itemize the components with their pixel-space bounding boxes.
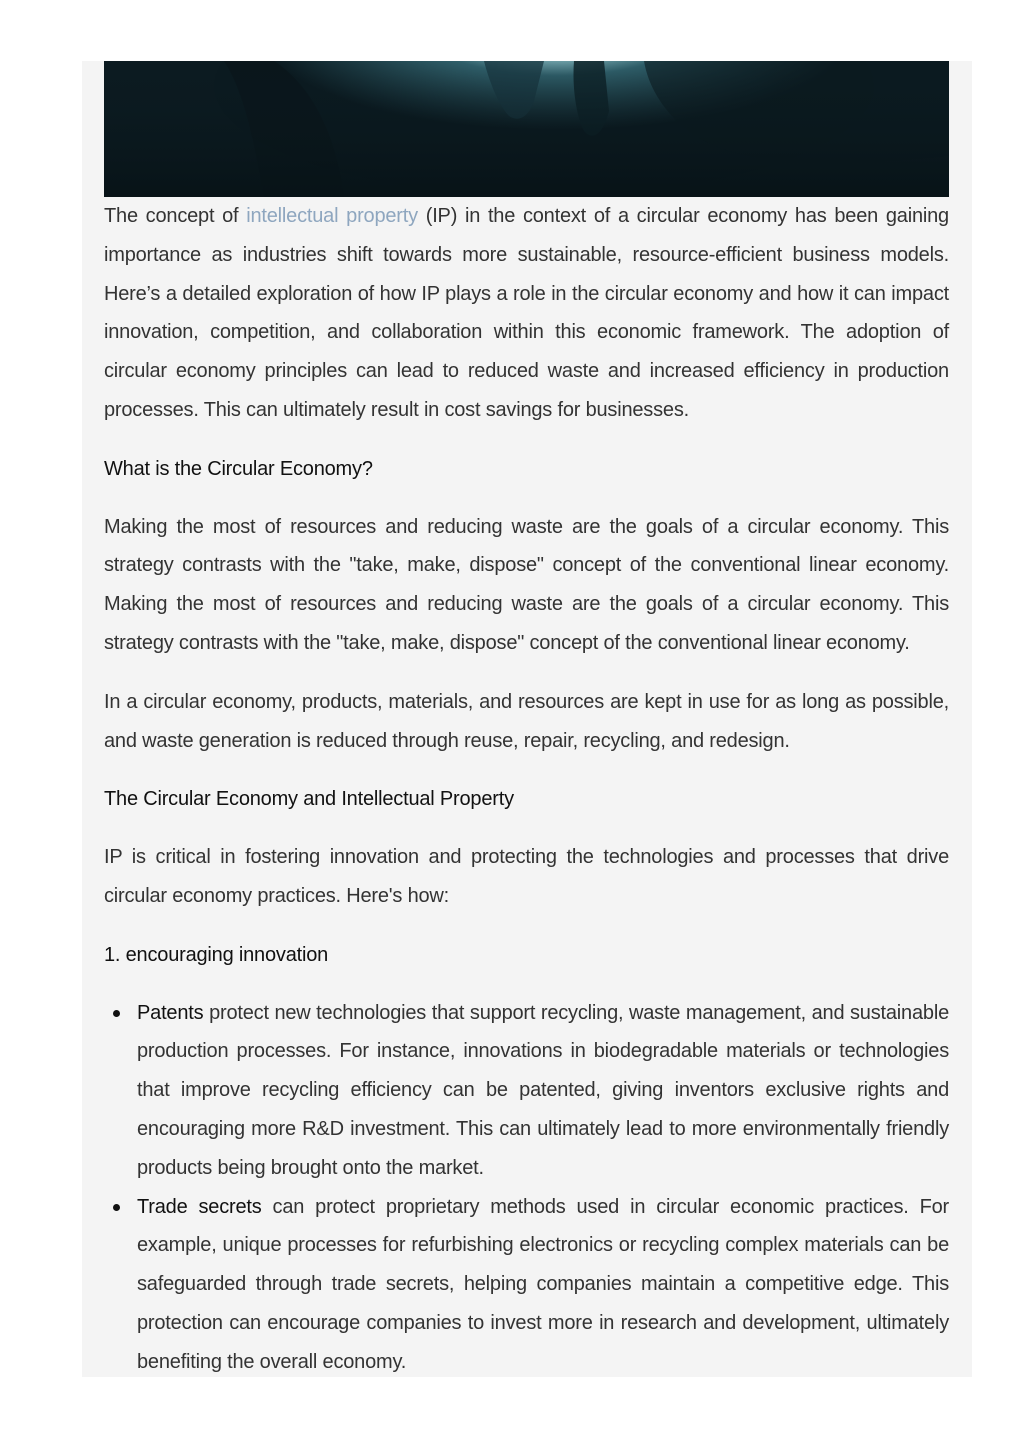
intro-paragraph xyxy=(104,197,949,430)
hero-photo-graphic xyxy=(104,61,949,197)
section-heading-ce-and-ip: The Circular Economy and Intellectual Property xyxy=(104,788,514,811)
circular-economy-paragraph-1: Making the most of resources and reducing waste are the goals of a circular economy. This strategy contrasts with the "take, make, dispose" concept of the conventional linear economy. Making the most of resources and reducing waste are the goals of a circular economy. This strategy contrasts with the "take, make, dispose" concept of the conventional linear economy. xyxy=(104,515,949,654)
bullet-icon xyxy=(113,1204,120,1211)
list-item-text: can protect proprietary methods used in circular economic practices. For example, unique processes for refurbishing electronics or recycling complex materials can be safeguarded through trade secrets, helping companies maintain a competitive edge. This protection can encourage companies to invest more in research and development, ultimately benefiting the overall economy. xyxy=(137,1195,949,1373)
list-item-term: Patents xyxy=(137,1001,204,1024)
list-item-term: Trade secrets xyxy=(137,1195,262,1218)
circular-economy-paragraph-2: In a circular economy, products, materials, and resources are kept in use for as long as possible, and waste generation is reduced through reuse, repair, recycling, and redesign. xyxy=(104,690,949,752)
intellectual-property-link[interactable]: intellectual property xyxy=(246,205,418,227)
article-content xyxy=(104,197,949,1382)
section-heading-circular-economy: What is the Circular Economy? xyxy=(104,457,373,480)
innovation-list xyxy=(104,994,949,1382)
hero-image xyxy=(104,61,949,197)
bullet-icon xyxy=(113,1010,120,1017)
intro-text-start: The concept of xyxy=(104,205,247,227)
subsection-heading-encouraging-innovation: 1. encouraging innovation xyxy=(104,943,329,966)
list-item-text: protect new technologies that support recycling, waste management, and sustainable production processes. For instance, innovations in biodegradable materials or technologies that improve recycling efficiency can be patented, giving inventors exclusive rights and encouraging more R&D investment. This can ultimately lead to more environmentally friendly products being brought onto the market. xyxy=(137,1001,949,1179)
ce-ip-paragraph: IP is critical in fostering innovation and protecting the technologies and processes that drive circular economy practices. Here's how: xyxy=(104,846,949,907)
list-item-trade-secrets xyxy=(137,1188,949,1382)
list-item-patents xyxy=(137,994,949,1188)
intro-text-rest: (IP) in the context of a circular economy has been gaining importance as industries shift towards more sustainable, resource-efficient business models. Here’s a detailed exploration of how IP plays a role in the circular economy and how it can impact innovation, competition, and collaboration within this economic framework. The adoption of circular economy principles can lead to reduced waste and increased efficiency in production processes. This can ultimately result in cost savings for businesses. xyxy=(104,205,949,421)
